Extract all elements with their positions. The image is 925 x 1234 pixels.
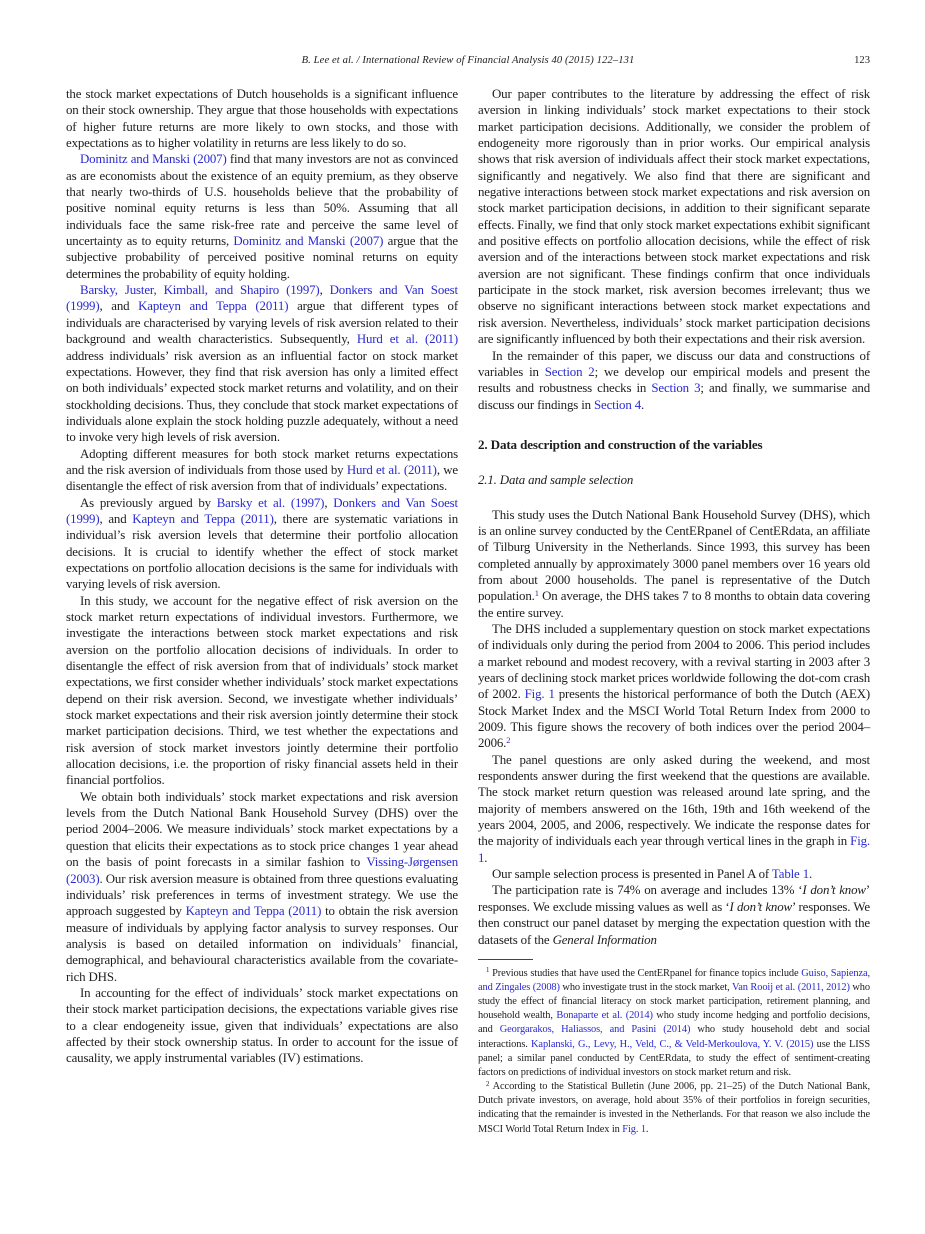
citation-link[interactable]: Bonaparte et al. (2014) bbox=[556, 1010, 653, 1022]
running-head: B. Lee et al. / International Review of Financial Analysis 40 (2015) 122–131 bbox=[301, 55, 635, 66]
text-segment: We obtain both individuals’ stock market expectations and risk aversion levels from the Dutch National Bank Household Survey (DHS) over the period 2004–2006. We measure individuals’ stock market expectations by a question that elicits their expectations as to stock price changes 1 year ahead on the basis of point forecasts in a similar fashion to bbox=[66, 789, 458, 870]
text-segment: As previously argued by bbox=[80, 495, 217, 510]
footnote-marker: 2 bbox=[486, 1080, 490, 1088]
paragraph bbox=[66, 495, 458, 593]
text-segment: Our sample selection process is presented in Panel A of bbox=[492, 867, 772, 882]
text-segment: use the LISS panel; a similar panel conducted by CentERdata, to study the effect of sentiment-creating factors on predictions of individual investors on stock market return and risk. bbox=[478, 1038, 870, 1078]
citation-link[interactable]: Kaplanski, G., Levy, H., Veld, C., & Veld-Merkoulova, Y. V. (2015) bbox=[531, 1038, 814, 1050]
citation-link[interactable]: Vissing-Jørgensen (2003) bbox=[66, 855, 458, 886]
text-segment: who study the effect of financial literacy on stock market participation, retirement planning, and household wealth, bbox=[478, 982, 870, 1022]
page-header bbox=[66, 55, 870, 71]
text-segment: , and bbox=[99, 299, 139, 314]
page-number: 123 bbox=[854, 55, 870, 66]
text-segment: ’ responses. We exclude missing values as well as ‘ bbox=[478, 883, 871, 914]
footnote-divider bbox=[478, 959, 533, 960]
citation-link[interactable]: Section 3 bbox=[651, 381, 701, 396]
text-segment: address individuals’ risk aversion as an influential factor on stock market expectations. However, they find that risk aversion has only a limited effect on both individuals’ expected stock market returns and volatility, and on their stockholding decisions. Thus, they conclude that stock market expectations of individuals alone explain the stock holding puzzle adequately, without a need to invoke very high levels of risk aversion. bbox=[66, 348, 458, 445]
citation-link[interactable]: Fig. 1 bbox=[478, 834, 870, 865]
paragraph bbox=[478, 866, 870, 882]
right-column bbox=[478, 86, 870, 1137]
citation-link[interactable]: Dominitz and Manski (2007) bbox=[233, 234, 384, 249]
citation-link[interactable]: Fig. 1 bbox=[622, 1123, 646, 1135]
text-segment: argue that the subjective probability of perceived positive nominal returns on equity determines the probability of equity holding. bbox=[66, 234, 458, 281]
text-segment: the stock market expectations of Dutch households is a significant influence on their stock ownership. They argue that those households with expectations of higher future returns are more likely to own stocks, and those with expectations as to higher volatility in returns are less likely to do so. bbox=[66, 87, 458, 151]
text-segment: . bbox=[484, 850, 488, 865]
footnote-marker: 1 bbox=[486, 967, 490, 975]
text-segment: presents the historical performance of both the Dutch (AEX) Stock Market Index and the MSCI World Total Return Index from 2000 to 2009. This figure shows the recovery of both indices over the period 2004–2006. bbox=[478, 687, 871, 751]
right-column-text bbox=[478, 86, 870, 948]
paragraph bbox=[66, 593, 458, 789]
citation-link[interactable]: Table 1 bbox=[771, 867, 809, 882]
text-segment: Previous studies that have used the CentERpanel for finance topics include bbox=[489, 967, 802, 979]
text-segment: . bbox=[640, 397, 645, 412]
footnote bbox=[478, 1080, 870, 1137]
citation-link[interactable]: Van Rooij et al. (2011, 2012) bbox=[731, 982, 850, 993]
text-segment: Adopting different measures for both stock market returns expectations and the risk aversion of individuals from those used by bbox=[66, 446, 458, 477]
citation-link[interactable]: Kapteyn and Teppa (2011) bbox=[132, 511, 274, 526]
citation-link[interactable]: Hurd et al. (2011) bbox=[356, 332, 459, 347]
paragraph bbox=[66, 151, 458, 282]
text-segment: who investigate trust in the stock market, bbox=[559, 982, 732, 993]
text-segment: , there are systematic variations in individual’s risk aversion levels that determine their portfolio allocation decisions. It is crucial to identify whether the effect of stock market expectations on portfolio allocation decisions is the same for individuals with varying levels of risk aversion. bbox=[66, 511, 458, 592]
citation-link[interactable]: Kapteyn and Teppa (2011) bbox=[185, 904, 322, 919]
text-segment: The participation rate is 74% on average and includes 13% ‘ bbox=[492, 883, 803, 898]
text-segment: , bbox=[319, 283, 330, 298]
text-segment: In this study, we account for the negative effect of risk aversion on the stock market return expectations of individual investors. Furthermore, we investigate the interactions between stock market expectations and risk aversion on the portfolio allocation decisions of individuals. In order to disentangle the effect of risk aversion from that of individuals’ stock market expectations, we first consider whether individuals’ stock market expectations depend on their risk aversion. Second, we investigate whether individuals’ stock market expectations and their risk aversion jointly determine their stock market participation decisions. Third, we test whether the expectations and risk aversion of stock market investors jointly determine their portfolio allocation decisions, i.e. the proportion of risky financial assets held in their financial portfolios. bbox=[66, 593, 458, 788]
citation-link[interactable]: Fig. 1 bbox=[524, 687, 555, 702]
citation-link[interactable]: Section 4 bbox=[594, 397, 641, 412]
text-segment: ’ responses. We then construct our panel dataset by merging the expectation question with the datasets of the bbox=[478, 899, 870, 947]
text-segment: , bbox=[324, 495, 334, 510]
text-segment: 2. Data description and construction of the variables bbox=[478, 436, 763, 452]
paragraph bbox=[66, 86, 458, 151]
citation-link[interactable]: Donkers and Van Soest (1999) bbox=[66, 283, 458, 314]
two-column-body bbox=[66, 86, 870, 1137]
left-column bbox=[66, 86, 458, 1137]
text-segment: The panel questions are only asked during the weekend, and most respondents answer during the first weekend that the questions are available. The stock market return question was released around late spring, and the majority of members answered on the 16th, 19th and 16th weekend of the years 2004, 2005, and 2006, respectively. We indicate the response dates for the majority of individuals each year through vertical lines in the graph in bbox=[478, 752, 870, 849]
citation-link[interactable]: Kapteyn and Teppa (2011) bbox=[138, 299, 289, 314]
text-segment: The DHS included a supplementary question on stock market expectations of individuals only during the period from 2004 to 2006. This period includes a market rebound and modest recovery, with a revival starting in 2003 after 3 years of declining stock market prices worldwide following the dot-com crash of 2002. bbox=[478, 621, 870, 702]
text-segment: . Our risk aversion measure is obtained from three questions evaluating individuals’ risk preferences in terms of investment strategy. We use the approach suggested by bbox=[66, 871, 458, 919]
text-segment: General Information bbox=[552, 932, 657, 947]
citation-link[interactable]: Guiso, Sapienza, and Zingales (2008) bbox=[478, 967, 870, 993]
text-segment: I don’t know bbox=[802, 883, 866, 898]
citation-link[interactable]: Barsky et al. (1997) bbox=[216, 495, 325, 510]
text-segment: 2.1. Data and sample selection bbox=[478, 473, 634, 488]
text-segment: argue that different types of individuals are characterised by varying levels of risk aversion related to their background and wealth characteristics. Subsequently, bbox=[66, 299, 458, 347]
text-segment: Our paper contributes to the literature by addressing the effect of risk aversion in linking individuals’ stock market expectations to their stock market participation decisions. Additionally, we consider the problem of endogeneity more rigorously than in prior works. Our empirical analysis shows that risk aversion of individuals affect their stock market expectations, significantly and negatively. We also find that there are significant and negative interactions between stock market expectations and risk aversion on stock market participation decisions, in addition to their significant separate effects. Finally, we find that only stock market expectations exhibit significant and positive effects on portfolio allocation decisions, while the effect of risk aversion and of the interactions between stock market expectations and risk aversion are not significant. These findings confirm that once individuals participate in the stock market, risk aversion becomes irrelevant; thus we observe no significant interactions between stock market expectations and risk aversion. Nevertheless, individuals’ stock market participation decisions are significantly influenced by both their expectations and their risk aversion. bbox=[478, 87, 871, 347]
text-segment: ; and finally, we summarise and discuss our findings in bbox=[478, 381, 870, 412]
text-segment: On average, the DHS takes 7 to 8 months to obtain data covering the entire survey. bbox=[478, 589, 870, 620]
paragraph bbox=[478, 621, 870, 752]
paragraph bbox=[478, 882, 870, 947]
text-segment: ; we develop our empirical models and present the results and robustness checks in bbox=[478, 364, 870, 396]
text-segment: find that many investors are not as convinced as are economists about the existence of an equity premium, as they observe that nearly two-thirds of U.S. households believe that the probability of positive nominal equity returns is less than 50%. Assuming that all individuals face the same risk-free rate and perceive the same level of uncertainty as to equity returns, bbox=[66, 152, 458, 249]
section-heading bbox=[478, 437, 870, 453]
text-segment: In accounting for the effect of individuals’ stock market expectations on their stock market participation decisions, the expectations variable gives rise to a clear endogeneity issue, given that individuals’ expectations are also affected by their stock ownership status. In order to account for the issue of causality, we apply instrumental variables (IV) estimations. bbox=[66, 985, 458, 1066]
citation-link[interactable]: Georgarakos, Haliassos, and Pasini (2014) bbox=[499, 1024, 691, 1036]
paragraph bbox=[478, 507, 870, 621]
text-segment: to obtain the risk aversion measure of individuals by applying factor analysis to survey responses. Our analysis is based on detailed information on individuals’ financial, demographical, and behavioural characteristics available from the covariate-rich DHS. bbox=[66, 904, 458, 984]
paragraph bbox=[478, 752, 870, 866]
text-segment: , we disentangle the effect of risk aversion from that of individuals’ expectations. bbox=[66, 462, 458, 494]
text-segment: who study income hedging and portfolio decisions, and bbox=[478, 1010, 870, 1036]
paragraph bbox=[478, 86, 870, 348]
text-segment: According to the Statistical Bulletin (June 2006, pp. 21–25) of the Dutch National Bank, Dutch private investors, on average, hold about 35% of their portfolios in foreign securities, indicating that the remainder is invested in the Netherlands. For that reason we also include the MSCI World Total Return Index in bbox=[478, 1081, 870, 1135]
footnote bbox=[478, 967, 870, 1080]
text-segment: In the remainder of this paper, we discuss our data and constructions of variables in bbox=[478, 348, 870, 379]
text-segment: I don’t know bbox=[729, 899, 792, 914]
paragraph bbox=[66, 282, 458, 445]
text-segment: . bbox=[645, 1123, 649, 1135]
text-segment: This study uses the Dutch National Bank Household Survey (DHS), which is an online survey conducted by the CentERpanel of CentERdata, an affiliate of Tilburg University in the Netherlands. Since 1993, this survey has been completed annually by approximately 3000 panel members over 16 years old from about 2000 households. The panel is representative of the Dutch population. bbox=[478, 507, 870, 604]
citation-link[interactable]: Barsky, Juster, Kimball, and Shapiro (1997) bbox=[80, 283, 320, 298]
footnotes bbox=[478, 967, 870, 1137]
citation-link[interactable]: Hurd et al. (2011) bbox=[346, 462, 437, 477]
citation-link[interactable]: Section 2 bbox=[544, 364, 595, 379]
citation-link[interactable]: Dominitz and Manski (2007) bbox=[80, 152, 227, 167]
text-segment: . bbox=[808, 867, 813, 882]
footnote-ref[interactable]: 1 bbox=[534, 588, 539, 599]
citation-link[interactable]: Donkers and Van Soest (1999) bbox=[66, 495, 458, 526]
text-segment: who study household debt and social interactions. bbox=[478, 1024, 870, 1050]
footnote-ref[interactable]: 2 bbox=[506, 735, 511, 746]
subsection-heading bbox=[478, 472, 870, 488]
text-segment: , and bbox=[99, 511, 133, 526]
paragraph bbox=[66, 789, 458, 985]
paragraph bbox=[66, 446, 458, 495]
paragraph bbox=[66, 985, 458, 1067]
paragraph bbox=[478, 348, 870, 413]
